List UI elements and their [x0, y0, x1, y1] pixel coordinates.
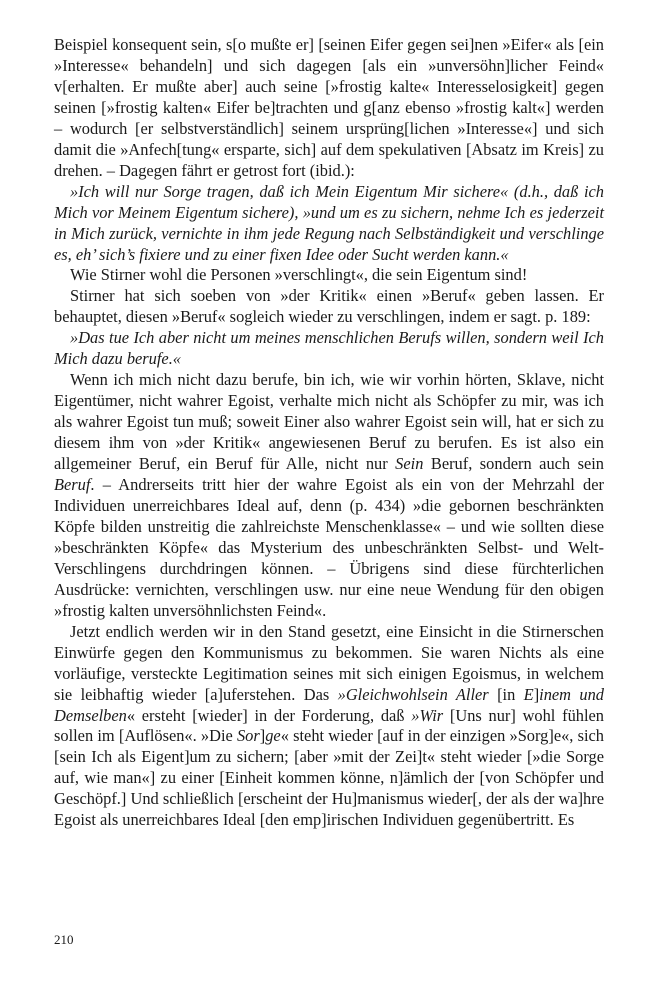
- text-run: [Uns nur] wohl fühlen sollen im [Auflösen«. »Die: [54, 705, 604, 746]
- text-run: Jetzt endlich werden wir in den Stand gesetzt, eine Einsicht in die Stirnerschen Einwürfe gegen den Kommunismus zu bekommen. Sie waren Nichts als eine vorläufige, versteckte Legitimation seines mit sich einigen Egoismus, in welchem sie leibhaftig wieder [a]uferstehen. Das: [54, 621, 604, 704]
- body-text: [54, 35, 604, 831]
- paragraph: [54, 265, 604, 286]
- paragraph: [54, 370, 604, 621]
- italic-text: »Wir: [411, 705, 444, 725]
- italic-text: E: [523, 684, 534, 704]
- italic-text: ge: [265, 726, 281, 746]
- paragraph: [54, 182, 604, 266]
- text-run: Wie Stirner wohl die Personen »verschlingt«, die sein Eigentum sind!: [70, 265, 528, 285]
- text-run: « steht wieder [auf in der einzigen »Sorg]e«, sich [sein Ich als Eigent]um zu sichern; [aber »mit der Zei]t« steht wieder [»die Sorge auf, wie man«] zu einer [Einheit kommen könne, n]ämlich der [von Schöpfer und Geschöpf.] Und schließlich [erscheint der Hu]manismus wieder[, der als der wa]hre Egoist als unerreichbares Ideal [den emp]irischen Individuen gegenübertritt. Es: [54, 726, 604, 830]
- italic-text: Sein: [395, 454, 424, 474]
- text-run: Stirner hat sich soeben von »der Kritik« einen »Beruf« geben lassen. Er behauptet, diesen »Beruf« sogleich wieder zu verschlingen, indem er sagt. p. 189:: [54, 286, 604, 327]
- italic-text: »Gleichwohlsein Aller: [337, 684, 489, 704]
- text-run: ]: [533, 684, 540, 704]
- text-run: Beruf, sondern auch sein: [423, 454, 605, 474]
- paragraph: [54, 35, 604, 182]
- text-run: Wenn ich mich nicht dazu berufe, bin ich, wie wir vorhin hörten, Sklave, nicht Eigentümer, nicht wahrer Egoist, verhalte mich nicht als Schöpfer zu mir, was ich als wahrer Egoist tun muß; soweit Einer also wahrer Egoist sein will, hat er sich zu diesem ihm von »der Kritik« angewiesenen Beruf zu berufen. Es ist also ein allgemeiner Beruf, ein Beruf für Alle, nicht nur: [54, 370, 604, 474]
- italic-text: »Das tue Ich aber nicht um meines menschlichen Berufs willen, sondern weil Ich Mich dazu berufe.«: [54, 328, 604, 369]
- text-run: [in: [488, 684, 524, 704]
- text-run: « ersteht [wieder] in der Forderung, daß: [126, 705, 412, 725]
- text-run: Beispiel konsequent sein, s[o mußte er] [seinen Eifer gegen sei]nen »Eifer« als [ein »Interesse« behandeln] und sich dagegen [als ein »unversöhn]licher Feind« v[erhalten. Er mußte aber] auch seine [»frostig kalte« Interesselosigkeit] gegen seinen [»frostig kalten« Eifer be]trachten und g[anz ebenso »frostig kalt«] werden – wodurch [er selbstverständlich] seinem ursprüng[lichen »Interesse«] und sich damit die »Anfech[tung« ersparte, sich] auf dem spekulativen [Absatz im Kreis] zu drehen. – Dagegen fährt er getrost fort (ibid.):: [54, 35, 604, 180]
- text-run: . – Andrerseits tritt hier der wahre Egoist als ein von der Mehrzahl der Individuen unerreichbares Ideal auf, denn (p. 434) »die gebornen beschränkten Köpfe bilden unstreitig die zahlreichste Menschenklasse« – und wie sollten diese »beschränkten Köpfe« das Mysterium des unbeschränkten Selbst- und Welt-Verschlingens durchdringen können. – Übrigens sind diese fürchterlichen Ausdrücke: vernichten, verschlingen usw. nur eine neue Wendung für den obigen »frostig kalten unversöhnlichsten Feind«.: [54, 475, 604, 620]
- italic-text: Beruf: [54, 475, 91, 495]
- italic-text: inem und Demselben: [54, 684, 604, 725]
- paragraph: [54, 286, 604, 328]
- italic-text: Sor: [236, 726, 260, 746]
- paragraph: [54, 622, 604, 832]
- paragraph: [54, 328, 604, 370]
- text-run: ]: [259, 726, 266, 746]
- italic-text: »Ich will nur Sorge tragen, daß ich Mein Eigentum Mir sichere« (d.h., daß ich Mich vor Meinem Eigentum sichere), »und um es zu sichern, nehme Ich es jederzeit in Mich zurück, vernichte in ihm jede Regung nach Selbständigkeit und verschlinge es, eh’ sich’s fixiere und zu einer fixen Idee oder Sucht werden kann.«: [54, 181, 604, 264]
- page-number: 210: [54, 932, 74, 947]
